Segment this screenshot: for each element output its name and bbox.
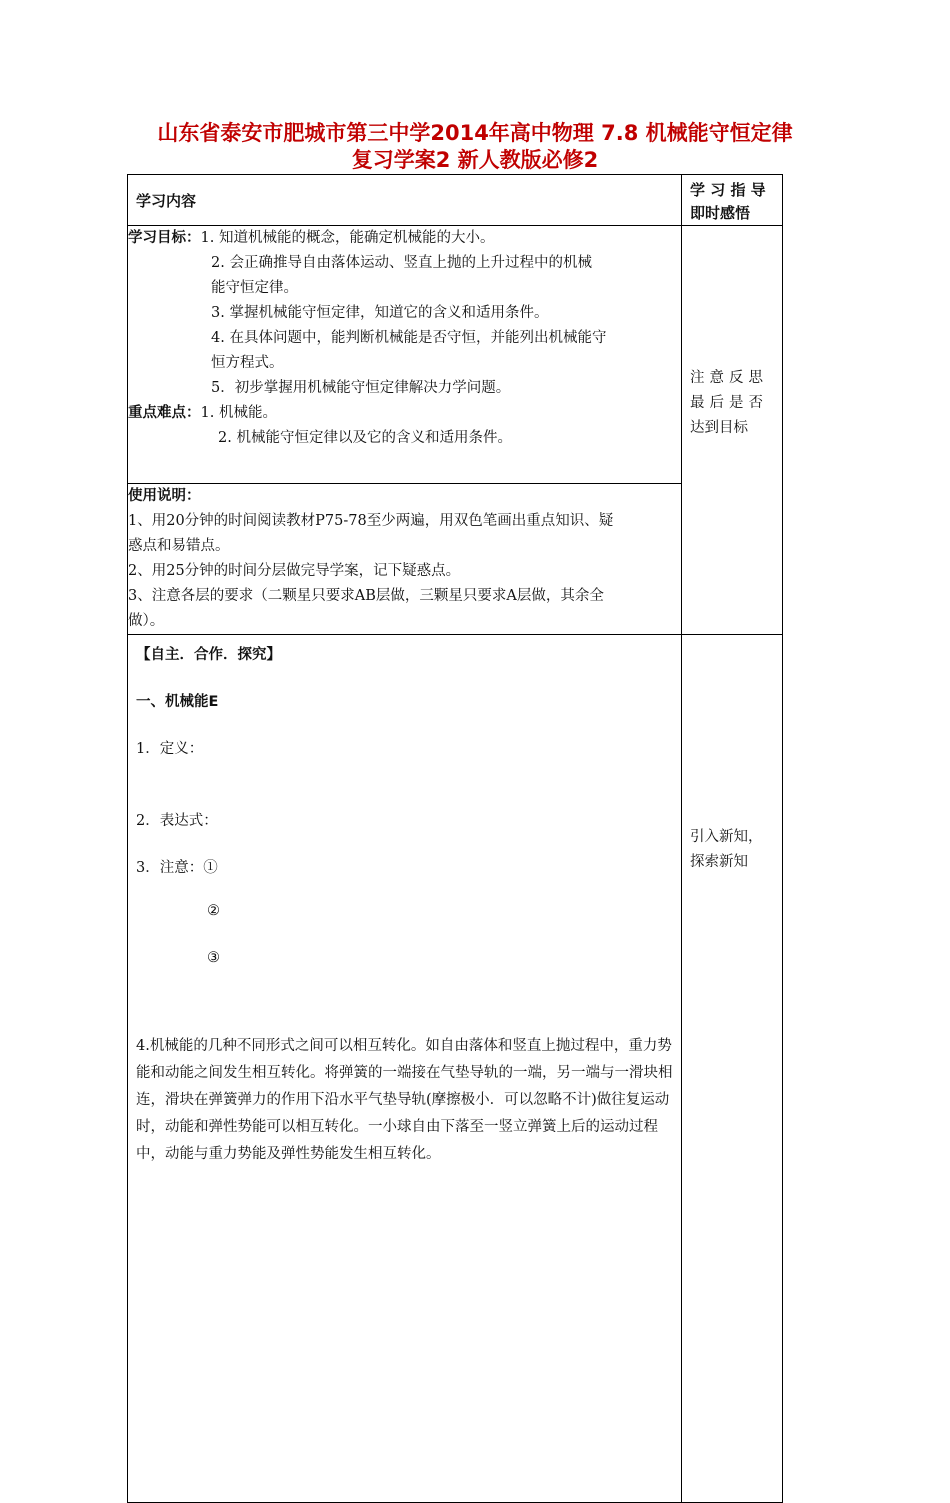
usage-line: 做）。 <box>128 613 165 629</box>
key-item: 2. 机械能守恒定律以及它的含义和适用条件。 <box>218 430 512 446</box>
header-guide-cell <box>682 175 783 226</box>
usage-cell <box>128 484 682 635</box>
notice-prompt: 3．注意：① <box>136 860 218 876</box>
goals-row <box>128 226 783 484</box>
goal-item: 2. 会正确推导自由落体运动、竖直上抛的上升过程中的机械 <box>211 255 592 271</box>
goal-item: 能守恒定律。 <box>211 280 298 296</box>
header-col2-line2: 即时感悟 <box>690 204 751 222</box>
usage-line: 2、用25分钟的时间分层做完导学案，记下疑惑点。 <box>128 563 461 579</box>
header-col1: 学习内容 <box>136 192 197 210</box>
definition-prompt: 1．定义： <box>136 741 204 757</box>
explore-heading: 【自主．合作．探究】 <box>136 647 281 663</box>
title-line-1: 山东省泰安市肥城市第三中学2014年高中物理 7.8 机械能守恒定律 <box>157 121 793 145</box>
section-heading: 一、机械能E <box>136 694 219 710</box>
key-label: 重点难点： <box>128 405 201 421</box>
document-title <box>120 120 830 174</box>
reflection-line: 注意反思 <box>690 370 768 386</box>
new-knowledge-line: 探索新知 <box>690 854 748 870</box>
goal-item: 1. 知道机械能的概念，能确定机械能的大小。 <box>200 230 495 246</box>
goal-item: 3. 掌握机械能守恒定律，知道它的含义和适用条件。 <box>211 305 549 321</box>
goal-item: 恒方程式。 <box>211 355 284 371</box>
new-knowledge-line: 引入新知， <box>690 829 763 845</box>
notice-item: ② <box>207 903 220 919</box>
goal-item: 4. 在具体问题中，能判断机械能是否守恒，并能列出机械能守 <box>211 330 607 346</box>
header-col2 <box>682 175 782 225</box>
title-line-2: 复习学案2 新人教版必修2 <box>351 148 599 172</box>
header-content-cell <box>128 175 682 226</box>
usage-line: 3、注意各层的要求（二颗星只要求AB层做，三颗星只要求A层做，其余全 <box>128 588 604 604</box>
conversion-paragraph: 4.机械能的几种不同形式之间可以相互转化。如自由落体和竖直上抛过程中，重力势能和动能之间发生相互转化。将弹簧的一端接在气垫导轨的一端，另一端与一滑块相连，滑块在弹簧弹力的作用下沿水平气垫导轨(摩擦极小．可以忽略不计)做往复运动时，动能和弹性势能可以相互转化。一小球自由下落至一竖立弹簧上后的运动过程中，动能与重力势能及弹性势能发生相互转化。 <box>136 1038 673 1162</box>
new-knowledge-note <box>682 635 782 875</box>
reflection-line: 达到目标 <box>690 420 748 436</box>
header-col2-line1: 学 习 指 导 <box>690 181 766 199</box>
usage-line: 惑点和易错点。 <box>128 538 230 554</box>
explore-row <box>128 635 783 1503</box>
explore-cell <box>128 635 682 1503</box>
goals-cell <box>128 226 682 484</box>
notice-item: ③ <box>207 950 220 966</box>
reflection-line: 最后是否 <box>690 395 768 411</box>
expression-prompt: 2．表达式： <box>136 813 218 829</box>
reflection-cell <box>682 226 783 635</box>
usage-label: 使用说明： <box>128 488 201 504</box>
goals-label: 学习目标： <box>128 230 201 246</box>
reflection-note <box>682 226 782 441</box>
goal-item: 5．初步掌握用机械能守恒定律解决力学问题。 <box>211 380 511 396</box>
key-item: 1. 机械能。 <box>200 405 277 421</box>
header-row <box>128 175 783 226</box>
new-knowledge-cell <box>682 635 783 1503</box>
usage-line: 1、用20分钟的时间阅读教材P75-78至少两遍，用双色笔画出重点知识、疑 <box>128 513 614 529</box>
study-table <box>127 174 783 1503</box>
